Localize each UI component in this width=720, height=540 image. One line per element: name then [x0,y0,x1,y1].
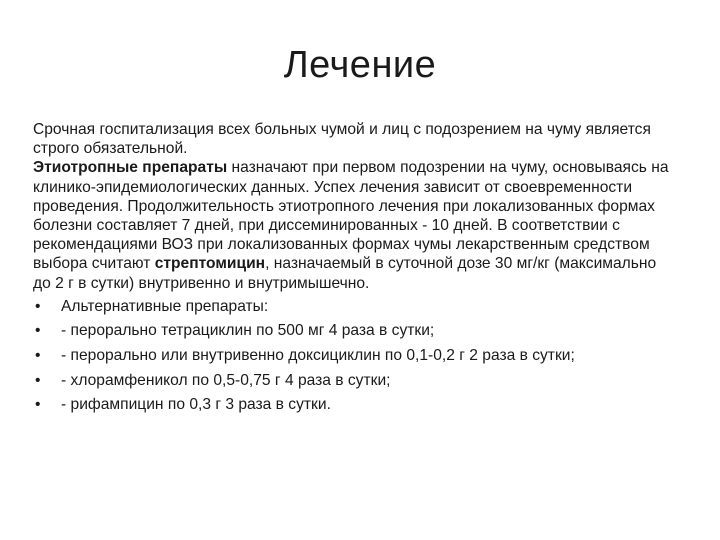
list-item [33,344,673,369]
list-item-text: - хлорамфеникол по 0,5-0,75 г 4 раза в сутки; [61,371,391,389]
paragraph-hospitalization: Срочная госпитализация всех больных чумой и лиц с подозрением на чуму является строго обязательной. [33,121,651,158]
paragraph-etiotropic-treatment [33,158,673,292]
bullet-icon: • [35,347,41,365]
list-item [33,369,673,394]
slide-body [33,120,673,418]
list-item [33,393,673,418]
term-streptomycin: стрептомицин [154,255,266,273]
bullet-icon: • [35,297,41,315]
bullet-icon: • [35,322,41,340]
list-item-text: Альтернативные препараты: [61,297,269,315]
paragraph-etiotropic-text-2: , назначаемый в суточной дозе 30 мг/кг (максимально до 2 г в сутки) внутривенно и внутримышечно. [33,255,657,292]
term-etiotropic-drugs: Этиотропные препараты [33,159,228,177]
bullet-icon: • [35,396,41,414]
slide-title: Лечение [283,44,437,86]
bullet-icon: • [35,371,41,389]
paragraph-etiotropic-text-1: назначают при первом подозрении на чуму, основываясь на клинико-эпидемиологических данных. Успех лечения зависит от своевременности проведения. Продолжительность этиотропного лечения при локализованных формах болезни составляет 7 дней, при диссеминированных - 10 дней. В соответствии с рекомендациями ВОЗ при локализованных формах чумы лекарственным средством выбора считают [33,159,669,273]
list-item [33,319,673,344]
list-item-text: - рифампицин по 0,3 г 3 раза в сутки. [61,396,331,414]
alternative-drugs-list [33,295,673,418]
list-item-text: - перорально или внутривенно доксициклин по 0,1-0,2 г 2 раза в сутки; [61,347,575,365]
list-item [33,295,673,320]
list-item-text: - перорально тетрациклин по 500 мг 4 раза в сутки; [61,322,435,340]
